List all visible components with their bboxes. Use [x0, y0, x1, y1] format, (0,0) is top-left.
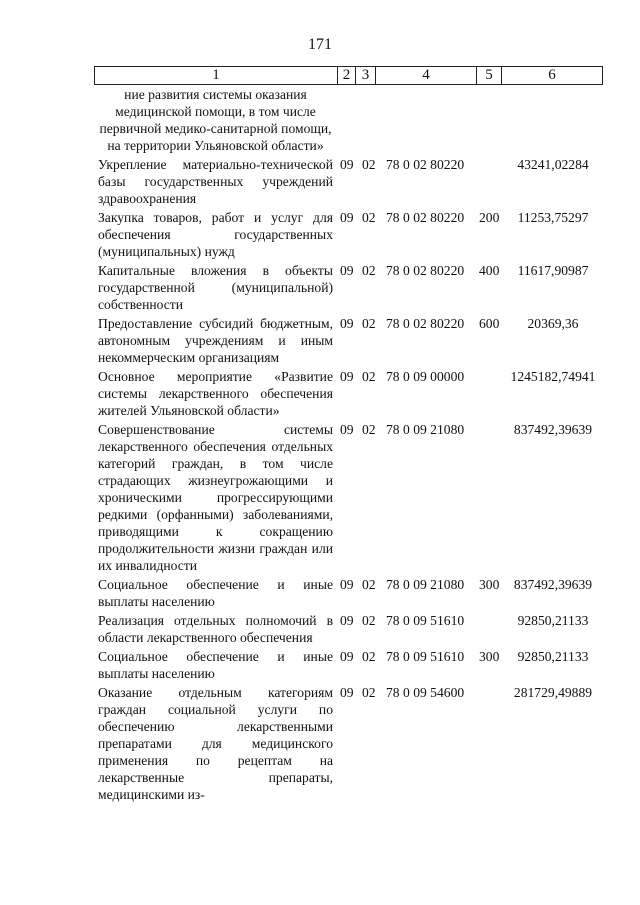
row-name: Основное мероприятие «Развитие системы лекарственного обеспечения жителей Ульяновской области» — [98, 369, 333, 418]
table-row — [0, 648, 640, 682]
table-row — [0, 262, 640, 313]
row-section: 09 — [340, 263, 354, 278]
row-subsection: 02 — [362, 577, 376, 592]
table-row — [0, 156, 640, 207]
row-section: 09 — [340, 422, 354, 437]
row-subsection: 02 — [362, 369, 376, 384]
table-header — [94, 66, 603, 85]
row-name: Предоставление субсидий бюджетным, автономным учреждениям и иным некоммерческим организациям — [98, 316, 333, 365]
row-amount: 20369,36 — [527, 316, 579, 331]
row-subsection: 02 — [362, 263, 376, 278]
row-target-code: 78 0 02 80220 — [386, 210, 465, 225]
table-row — [0, 368, 640, 419]
row-subsection: 02 — [362, 649, 376, 664]
row-expense-type: 300 — [479, 649, 500, 664]
row-target-code: 78 0 09 00000 — [386, 369, 465, 384]
row-target-code: 78 0 09 21080 — [386, 577, 465, 592]
row-section: 09 — [340, 157, 354, 172]
row-target-code: 78 0 09 51610 — [386, 613, 465, 628]
table-row — [0, 684, 640, 803]
row-subsection: 02 — [362, 157, 376, 172]
table-row — [0, 576, 640, 610]
header-col-3: 3 — [356, 67, 376, 84]
row-amount: 837492,39639 — [513, 422, 593, 437]
row-expense-type: 400 — [479, 263, 500, 278]
row-name: Социальное обеспечение и иные выплаты населению — [98, 577, 333, 609]
row-name: ние развития системы оказания медицинской помощи, в том числе первичной медико-санитарной помощи, на территории Ульяновской области» — [99, 87, 332, 153]
header-col-1: 1 — [95, 67, 338, 84]
row-expense-type: 200 — [479, 210, 500, 225]
row-section: 09 — [340, 649, 354, 664]
header-col-6: 6 — [548, 67, 556, 83]
row-amount: 281729,49889 — [513, 685, 593, 700]
row-target-code: 78 0 02 80220 — [386, 316, 465, 331]
row-target-code: 78 0 09 54600 — [386, 685, 465, 700]
row-subsection: 02 — [362, 316, 376, 331]
row-subsection: 02 — [362, 422, 376, 437]
row-section: 09 — [340, 685, 354, 700]
row-amount: 11253,75297 — [517, 210, 589, 225]
header-col-4: 4 — [376, 67, 477, 84]
row-section: 09 — [340, 613, 354, 628]
table-row — [0, 86, 640, 154]
row-target-code: 78 0 02 80220 — [386, 157, 465, 172]
row-subsection: 02 — [362, 685, 376, 700]
header-col-2: 2 — [338, 67, 356, 84]
table-row — [0, 421, 640, 574]
row-name: Капитальные вложения в объекты государственной (муниципальной) собственности — [98, 263, 333, 312]
row-name: Укрепление материально-технической базы государственных учреждений здравоохранения — [98, 157, 333, 206]
table-row — [0, 209, 640, 260]
row-section: 09 — [340, 210, 354, 225]
row-expense-type: 300 — [479, 577, 500, 592]
table-body — [0, 86, 640, 803]
row-amount: 837492,39639 — [513, 577, 593, 592]
row-name: Совершенствование системы лекарственного обеспечения отдельных категорий граждан, в том числе страдающих жизнеугрожающими и хроническими прогрессирующими редкими (орфанными) заболеваниями, приводящими к сокращению продолжительности жизни граждан или их инвалидности — [98, 422, 333, 573]
row-amount: 92850,21133 — [517, 613, 589, 628]
row-name: Оказание отдельным категориям граждан социальной услуги по обеспечению лекарственными препаратами для медицинского применения по рецептам на лекарственные препараты, медицинскими из- — [98, 685, 333, 802]
row-target-code: 78 0 09 21080 — [386, 422, 465, 437]
table-row — [0, 612, 640, 646]
row-amount: 43241,02284 — [517, 157, 589, 172]
row-subsection: 02 — [362, 210, 376, 225]
row-section: 09 — [340, 577, 354, 592]
row-target-code: 78 0 09 51610 — [386, 649, 465, 664]
row-section: 09 — [340, 316, 354, 331]
row-expense-type: 600 — [479, 316, 500, 331]
row-name: Реализация отдельных полномочий в области лекарственного обеспечения — [98, 613, 333, 645]
row-amount: 1245182,74941 — [510, 369, 596, 384]
row-name: Закупка товаров, работ и услуг для обеспечения государственных (муниципальных) нужд — [98, 210, 333, 259]
row-target-code: 78 0 02 80220 — [386, 263, 465, 278]
row-amount: 92850,21133 — [517, 649, 589, 664]
row-section: 09 — [340, 369, 354, 384]
row-subsection: 02 — [362, 613, 376, 628]
row-amount: 11617,90987 — [517, 263, 589, 278]
row-name: Социальное обеспечение и иные выплаты населению — [98, 649, 333, 681]
page-number: 171 — [308, 36, 332, 53]
header-col-5: 5 — [477, 67, 502, 84]
table-row — [0, 315, 640, 366]
